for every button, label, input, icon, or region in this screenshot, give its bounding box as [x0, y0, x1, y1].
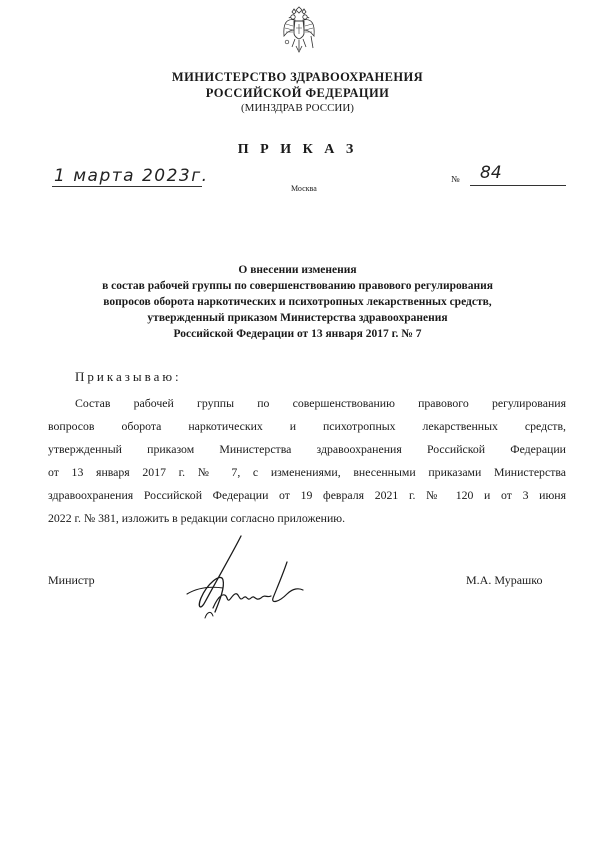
number-underline	[470, 185, 566, 186]
order-directive-word: Приказываю:	[75, 369, 182, 384]
ministry-name-line2: РОССИЙСКОЙ ФЕДЕРАЦИИ	[205, 86, 390, 100]
subject-line: утвержденный приказом Министерства здравоохранения	[147, 312, 448, 324]
subject-line: в состав рабочей группы по совершенствованию правового регулирования	[102, 280, 493, 292]
document-date-handwritten: 1 марта 2023г.	[54, 166, 209, 186]
subject-line: вопросов оборота наркотических и психотропных лекарственных средств,	[103, 296, 492, 308]
signatory-position: Министр	[48, 573, 95, 587]
ministry-name-line1: МИНИСТЕРСТВО ЗДРАВООХРАНЕНИЯ	[171, 70, 424, 84]
order-subject	[40, 262, 555, 342]
body-line: здравоохранения Российской Федерации от 19 февраля 2021 г. № 120 и от 3 июня	[48, 488, 566, 502]
body-line: утвержденный приказом Министерства здравоохранения Российской Федерации	[48, 442, 566, 456]
subject-line: Российской Федерации от 13 января 2017 г. № 7	[173, 328, 422, 340]
document-city: Москва	[291, 184, 317, 193]
handwritten-signature-icon	[183, 532, 305, 624]
ministry-abbreviation: (МИНЗДРАВ РОССИИ)	[241, 102, 354, 114]
signatory-name: М.А. Мурашко	[466, 573, 543, 587]
body-line: Состав рабочей группы по совершенствованию правового регулирования	[75, 396, 566, 410]
double-headed-eagle-emblem-icon	[282, 6, 316, 58]
date-underline	[52, 186, 202, 187]
document-number-handwritten: 84	[480, 163, 502, 183]
order-body-text	[48, 392, 566, 530]
document-type-title: П Р И К А З	[237, 142, 358, 157]
body-line: 2022 г. № 381, изложить в редакции согласно приложению.	[48, 511, 346, 525]
body-line: вопросов оборота наркотических и психотропных лекарственных средств,	[48, 419, 566, 433]
number-sign: №	[451, 174, 460, 184]
subject-line: О внесении изменения	[238, 264, 357, 276]
body-line: от 13 января 2017 г. № 7, с изменениями, внесенными приказами Министерства	[48, 465, 566, 479]
